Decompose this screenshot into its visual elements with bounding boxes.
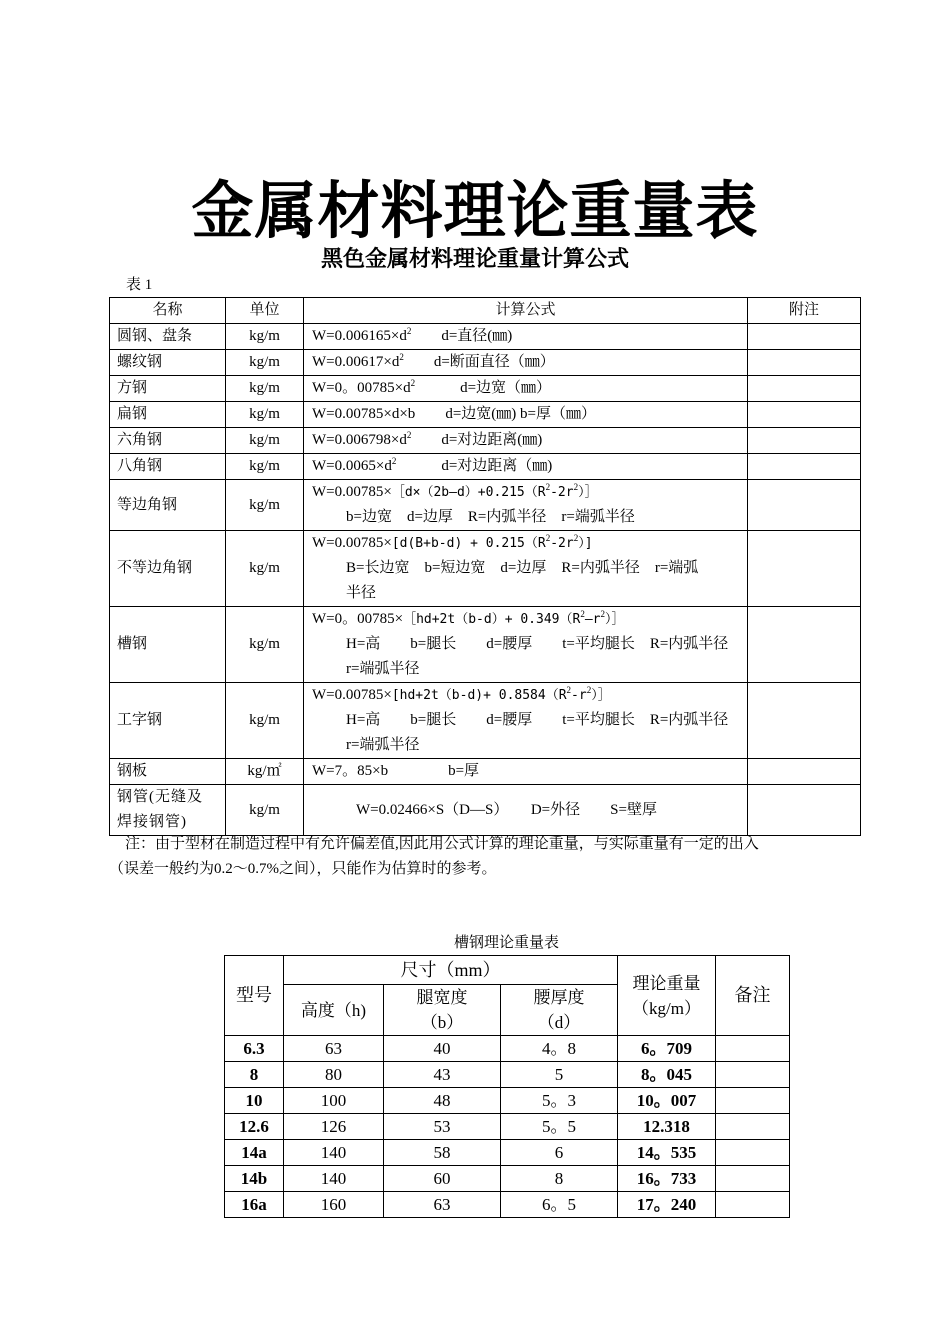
row-note (748, 531, 861, 607)
cell-model: 10 (225, 1088, 284, 1114)
row-name: 圆钢、盘条 (110, 324, 226, 350)
header-unit: 单位 (226, 298, 304, 324)
table-row (110, 454, 861, 480)
page-subtitle: 黑色金属材料理论重量计算公式 (320, 246, 629, 271)
row-note (748, 402, 861, 428)
cell-height: 63 (284, 1036, 384, 1062)
table-row (225, 1140, 790, 1166)
page-title: 金属材料理论重量表 (191, 178, 759, 246)
row-formula: $W=0.00785\times[d(B+b-d) + 0.215(R^2-2r^2)]$ B=长边宽 b=短边宽 d=边厚 R=内弧半径 r=端弧 半径 (304, 531, 748, 607)
row-name: 八角钢 (110, 454, 226, 480)
row-note (748, 683, 861, 759)
row-formula: W=0。$00785\times d^2$ d=边宽（㎜） (304, 376, 748, 402)
cell-remark (716, 1140, 790, 1166)
cell-height: 100 (284, 1088, 384, 1114)
row-unit: kg/m (226, 376, 304, 402)
header-formula: 计算公式 (304, 298, 748, 324)
row-name: 不等边角钢 (110, 531, 226, 607)
row-unit: kg/m (226, 350, 304, 376)
row-formula: $W=0.006798\times d^2$ d=对边距离(㎜) (304, 428, 748, 454)
cell-model: 14a (225, 1140, 284, 1166)
cell-waist-thickness: 4。8 (501, 1036, 618, 1062)
header-weight: 理论重量 （kg/m） (618, 956, 716, 1036)
cell-remark (716, 1166, 790, 1192)
table-row (110, 531, 861, 607)
row-note (748, 607, 861, 683)
cell-leg-width: 43 (384, 1062, 501, 1088)
cell-leg-width: 53 (384, 1114, 501, 1140)
cell-height: 140 (284, 1140, 384, 1166)
row-name: 钢管(无缝及 焊接钢管) (110, 785, 226, 836)
table-row (110, 402, 861, 428)
cell-remark (716, 1062, 790, 1088)
table-row (110, 683, 861, 759)
row-name: 六角钢 (110, 428, 226, 454)
cell-weight: 10。007 (618, 1088, 716, 1114)
row-unit: kg/m (226, 531, 304, 607)
table-row (110, 350, 861, 376)
cell-leg-width: 58 (384, 1140, 501, 1166)
cell-model: 8 (225, 1062, 284, 1088)
header-leg-width: 腿宽度 （b） (384, 985, 501, 1036)
cell-leg-width: 48 (384, 1088, 501, 1114)
row-name: 扁钢 (110, 402, 226, 428)
cell-remark (716, 1114, 790, 1140)
row-formula: $W=0.006165\times d^2$ d=直径(㎜) (304, 324, 748, 350)
cell-model: 14b (225, 1166, 284, 1192)
header-name: 名称 (110, 298, 226, 324)
row-unit: kg/m (226, 428, 304, 454)
row-note (748, 454, 861, 480)
table-row (225, 1166, 790, 1192)
header-height: 高度（h) (284, 985, 384, 1036)
cell-height: 80 (284, 1062, 384, 1088)
row-note (748, 480, 861, 531)
row-formula: $W=0.00785\times[d\times(2b—d)+0.215(R^2-2r^2)]$ b=边宽 d=边厚 R=内弧半径 r=端弧半径 (304, 480, 748, 531)
row-formula: W=0.00785×d×b d=边宽(㎜) b=厚（㎜） (304, 402, 748, 428)
row-unit: kg/m (226, 454, 304, 480)
cell-waist-thickness: 5。5 (501, 1114, 618, 1140)
row-unit: kg/m (226, 607, 304, 683)
table-row (110, 759, 861, 785)
cell-height: 140 (284, 1166, 384, 1192)
cell-height: 126 (284, 1114, 384, 1140)
cell-model: 6.3 (225, 1036, 284, 1062)
cell-remark (716, 1192, 790, 1218)
cell-waist-thickness: 5。3 (501, 1088, 618, 1114)
row-name: 等边角钢 (110, 480, 226, 531)
row-name: 钢板 (110, 759, 226, 785)
cell-leg-width: 40 (384, 1036, 501, 1062)
row-unit: kg/㎡ (226, 759, 304, 785)
cell-remark (716, 1036, 790, 1062)
row-unit: kg/m (226, 324, 304, 350)
row-note (748, 428, 861, 454)
table-row (110, 428, 861, 454)
row-name: 槽钢 (110, 607, 226, 683)
channel-weight-table (224, 955, 790, 1218)
table-row (110, 324, 861, 350)
cell-weight: 17。240 (618, 1192, 716, 1218)
cell-remark (716, 1088, 790, 1114)
table-row (110, 480, 861, 531)
row-note (748, 785, 861, 836)
row-note (748, 376, 861, 402)
table-row (110, 607, 861, 683)
cell-weight: 6。709 (618, 1036, 716, 1062)
row-formula: W=7。85×b b=厚 (304, 759, 748, 785)
cell-model: 16a (225, 1192, 284, 1218)
row-formula: $W=0.00617\times d^2$ d=断面直径（㎜） (304, 350, 748, 376)
table-row (110, 785, 861, 836)
row-formula: $W=0.00785\times[hd+2t(b-d)+ 0.8584(R^2-r^2)]$ H=高 b=腿长 d=腰厚 t=平均腿长 R=内弧半径 r=端弧半径 (304, 683, 748, 759)
header-note: 附注 (748, 298, 861, 324)
footnote: 注：由于型材在制造过程中有允许偏差值,因此用公式计算的理论重量，与实际重量有一定的出入 （误差一般约为0.2～0.7%之间），只能作为估算时的参考。 (109, 836, 759, 877)
table-row (225, 1192, 790, 1218)
cell-model: 12.6 (225, 1114, 284, 1140)
row-name: 方钢 (110, 376, 226, 402)
cell-leg-width: 60 (384, 1166, 501, 1192)
cell-waist-thickness: 6。5 (501, 1192, 618, 1218)
cell-weight: 14。535 (618, 1140, 716, 1166)
row-note (748, 759, 861, 785)
cell-waist-thickness: 5 (501, 1062, 618, 1088)
cell-height: 160 (284, 1192, 384, 1218)
table-row (225, 1062, 790, 1088)
table-row (110, 376, 861, 402)
row-note (748, 324, 861, 350)
table-row (225, 1114, 790, 1140)
table-header-row (110, 298, 861, 324)
row-unit: kg/m (226, 683, 304, 759)
table-row (225, 1036, 790, 1062)
row-formula: $W=0.0065\times d^2$ d=对边距离（㎜) (304, 454, 748, 480)
header-size: 尺寸（mm） (284, 956, 618, 985)
table-header-row (225, 956, 790, 985)
cell-weight: 8。045 (618, 1062, 716, 1088)
table-row (225, 1088, 790, 1114)
header-model: 型号 (225, 956, 284, 1036)
table2-caption: 槽钢理论重量表 (453, 935, 559, 951)
header-remark: 备注 (716, 956, 790, 1036)
row-unit: kg/m (226, 480, 304, 531)
row-formula: W=0.02466×S（D—S） D=外径 S=壁厚 (304, 785, 748, 836)
table-label: 表 1 (126, 277, 153, 293)
cell-waist-thickness: 6 (501, 1140, 618, 1166)
cell-leg-width: 63 (384, 1192, 501, 1218)
row-note (748, 350, 861, 376)
row-name: 螺纹钢 (110, 350, 226, 376)
row-formula: W=0。00785×［hd+2t（b-d）+ $0.349(R^2—r^2)]$ H=高 b=腿长 d=腰厚 t=平均腿长 R=内弧半径 r=端弧半径 (304, 607, 748, 683)
row-unit: kg/m (226, 402, 304, 428)
row-name: 工字钢 (110, 683, 226, 759)
row-unit: kg/m (226, 785, 304, 836)
cell-weight: 16。733 (618, 1166, 716, 1192)
formula-table (109, 297, 861, 836)
cell-weight: 12.318 (618, 1114, 716, 1140)
header-waist-thickness: 腰厚度 （d） (501, 985, 618, 1036)
cell-waist-thickness: 8 (501, 1166, 618, 1192)
